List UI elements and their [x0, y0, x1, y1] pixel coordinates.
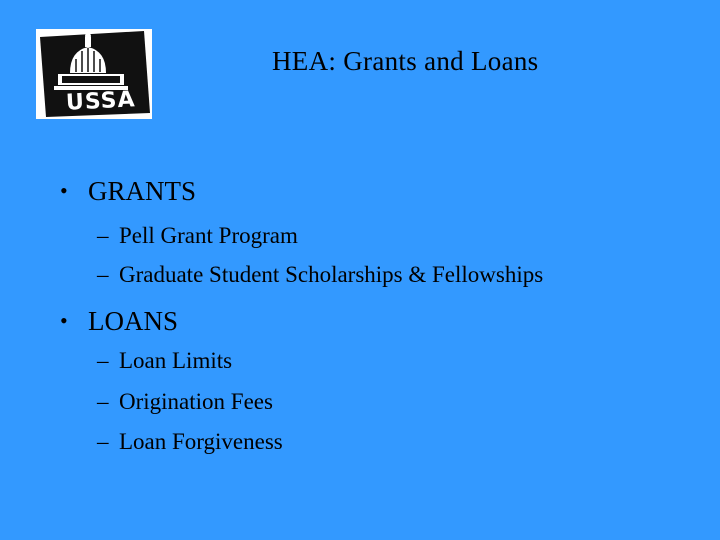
list-item: [97, 262, 543, 288]
bullet-icon: •: [60, 308, 68, 333]
section-loans: [60, 306, 178, 337]
list-item: [97, 223, 298, 249]
dash-icon: –: [97, 262, 109, 287]
list-item-text: Origination Fees: [119, 389, 273, 414]
list-item: [97, 389, 273, 415]
section-label: LOANS: [88, 306, 179, 336]
dash-icon: –: [97, 223, 109, 248]
dash-icon: –: [97, 348, 109, 373]
section-label: GRANTS: [88, 176, 197, 206]
list-item: [97, 348, 232, 374]
list-item-text: Graduate Student Scholarships & Fellowships: [119, 262, 544, 287]
ussa-logo: [36, 29, 152, 119]
list-item-text: Pell Grant Program: [119, 223, 298, 248]
slide-title: HEA: Grants and Loans: [272, 46, 539, 76]
bullet-icon: •: [60, 178, 68, 203]
list-item-text: Loan Limits: [119, 348, 233, 373]
list-item: [97, 429, 283, 455]
logo-text: USSA: [65, 87, 137, 116]
list-item-text: Loan Forgiveness: [119, 429, 283, 454]
dash-icon: –: [97, 429, 109, 454]
section-grants: [60, 176, 196, 207]
dash-icon: –: [97, 389, 109, 414]
